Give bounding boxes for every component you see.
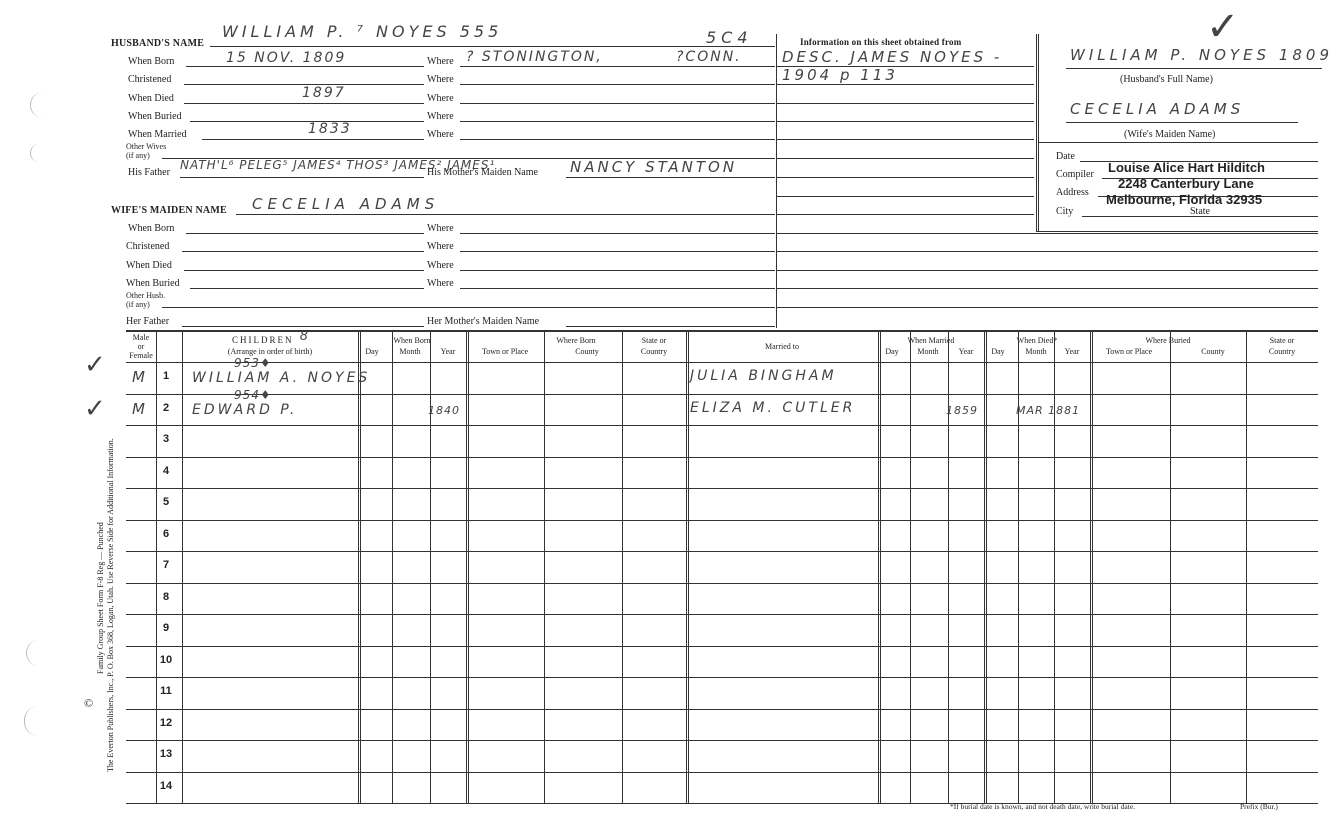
other-husb-label: Other Husb. bbox=[126, 291, 166, 300]
hdr-born-state-2: Country bbox=[640, 347, 668, 356]
child-name: EDWARD P. bbox=[192, 401, 298, 418]
hdr-born-state-1: State or bbox=[641, 336, 667, 345]
summary-city-label: City bbox=[1056, 206, 1074, 217]
husband-married-value: 1833 bbox=[308, 121, 352, 137]
child-num: 11 bbox=[160, 685, 172, 697]
hdr-born-year: Year bbox=[440, 347, 456, 356]
table-row bbox=[126, 772, 1318, 804]
husband-buried-where-label: Where bbox=[427, 111, 454, 122]
wife-name-value: CECELIA ADAMS bbox=[252, 195, 440, 213]
child-died: MAR 1881 bbox=[1016, 403, 1081, 417]
hdr-buried-state-1: State or bbox=[1269, 336, 1295, 345]
summary-address-value: 2248 Canterbury Lane bbox=[1118, 176, 1254, 191]
hdr-sex-1: Male bbox=[132, 333, 150, 342]
child-num: 6 bbox=[162, 527, 170, 540]
hdr-children-count: 8 bbox=[299, 329, 311, 344]
summary-husband-name: WILLIAM P. NOYES 1809 bbox=[1070, 46, 1334, 64]
hdr-married-to: Married to bbox=[765, 342, 799, 351]
husband-born-where-value: ? STONINGTON, bbox=[466, 49, 603, 65]
table-row bbox=[126, 488, 1318, 520]
table-row bbox=[126, 614, 1318, 646]
punch-hole-2 bbox=[30, 144, 47, 162]
check-mark-2: ✓ bbox=[84, 394, 108, 424]
husband-buried-label: When Buried bbox=[128, 111, 182, 122]
summary-wife-caption: (Wife's Maiden Name) bbox=[1124, 129, 1216, 140]
hdr-married-month: Month bbox=[917, 347, 939, 356]
hdr-born-town: Town or Place bbox=[481, 347, 529, 356]
children-table bbox=[126, 330, 1318, 802]
hdr-children-label: CHILDREN bbox=[231, 335, 294, 345]
husband-died-where-label: Where bbox=[427, 93, 454, 104]
child-num: 13 bbox=[159, 748, 173, 760]
summary-state-label: State bbox=[1190, 206, 1210, 217]
child-num: 9 bbox=[162, 622, 170, 634]
child-num: 12 bbox=[159, 716, 173, 729]
child-ref: 954♦ bbox=[234, 387, 272, 402]
child-name: WILLIAM A. NOYES bbox=[192, 370, 371, 386]
table-row bbox=[126, 677, 1318, 709]
wife-mother-label: Her Mother's Maiden Name bbox=[427, 316, 540, 327]
wife-died-where-label: Where bbox=[427, 260, 454, 271]
child-num: 5 bbox=[162, 496, 170, 508]
hdr-buried-county: County bbox=[1201, 347, 1225, 356]
child-num: 7 bbox=[162, 559, 170, 571]
hdr-married-day: Day bbox=[885, 347, 899, 356]
hdr-died-year: Year bbox=[1064, 347, 1080, 356]
child-num: 14 bbox=[159, 779, 173, 792]
child-num: 2 bbox=[162, 401, 170, 414]
child-num: 1 bbox=[162, 370, 170, 382]
hdr-when-married: When Married bbox=[907, 336, 955, 345]
info-source-line1: DESC. JAMES NOYES - bbox=[782, 48, 1003, 66]
child-num: 3 bbox=[162, 433, 170, 445]
husband-born-value: 15 NOV. 1809 bbox=[226, 50, 347, 66]
punch-hole-1 bbox=[30, 92, 47, 118]
husband-married-label: When Married bbox=[128, 129, 187, 140]
table-row bbox=[126, 551, 1318, 583]
wife-name-label: WIFE'S MAIDEN NAME bbox=[111, 205, 227, 216]
other-husb-ifany: (if any) bbox=[126, 300, 150, 309]
summary-compiler-value: Louise Alice Hart Hilditch bbox=[1108, 160, 1265, 175]
hdr-married-year: Year bbox=[958, 347, 974, 356]
hdr-died-month: Month bbox=[1025, 347, 1047, 356]
husband-died-label: When Died bbox=[128, 93, 174, 104]
other-wives-label: Other Wives bbox=[126, 142, 167, 151]
husband-name-value: WILLIAM P. ⁷ NOYES 555 bbox=[222, 22, 503, 41]
other-wives-ifany: (if any) bbox=[126, 151, 150, 160]
hdr-where-born: Where Born bbox=[556, 336, 596, 345]
summary-compiler-label: Compiler bbox=[1056, 169, 1094, 180]
table-row bbox=[126, 740, 1318, 772]
footer-prefix: Prefix (Bur.) bbox=[1240, 802, 1278, 811]
summary-wife-name: CECELIA ADAMS bbox=[1070, 100, 1245, 118]
child-sex: M bbox=[132, 399, 147, 418]
summary-husband-caption: (Husband's Full Name) bbox=[1120, 74, 1213, 85]
hdr-born: When Born bbox=[393, 336, 431, 345]
wife-buried-where-label: Where bbox=[427, 278, 454, 289]
summary-date-label: Date bbox=[1056, 151, 1075, 162]
hdr-where-buried: Where Buried bbox=[1145, 336, 1191, 345]
table-row bbox=[126, 457, 1318, 489]
wife-father-label: Her Father bbox=[126, 316, 170, 327]
hdr-born-county: County bbox=[575, 347, 599, 356]
wife-buried-label: When Buried bbox=[126, 278, 180, 289]
child-num: 10 bbox=[159, 653, 173, 666]
husband-died-value: 1897 bbox=[302, 85, 346, 101]
child-sex: M bbox=[132, 368, 147, 386]
hdr-children bbox=[182, 329, 358, 345]
hdr-buried-town: Town or Place bbox=[1105, 347, 1153, 356]
husband-father-value: NATH'L⁶ PELEG⁵ JAMES⁴ THOS³ JAMES² JAMES¹ bbox=[180, 158, 496, 172]
wife-born-where-label: Where bbox=[427, 223, 454, 234]
hdr-born-month: Month bbox=[399, 347, 421, 356]
husband-father-label: His Father bbox=[128, 167, 170, 178]
hdr-sex-3: Female bbox=[129, 351, 153, 360]
table-row bbox=[126, 646, 1318, 678]
footer-note: *If burial date is known, and not death date, write burial date. bbox=[950, 802, 1135, 811]
hdr-when-died: When Died* bbox=[1016, 336, 1058, 345]
table-row bbox=[126, 425, 1318, 457]
table-row bbox=[126, 583, 1318, 615]
child-spouse: JULIA BINGHAM bbox=[690, 368, 837, 384]
table-row bbox=[126, 709, 1318, 741]
child-num: 4 bbox=[162, 464, 170, 477]
husband-married-where-label: Where bbox=[427, 129, 454, 140]
wife-born-label: When Born bbox=[128, 223, 175, 234]
husband-ref-number: 5C4 bbox=[706, 28, 753, 47]
punch-hole-4 bbox=[24, 706, 41, 736]
child-ref: 953♦ bbox=[234, 356, 272, 370]
wife-christened-label: Christened bbox=[126, 241, 170, 252]
wife-died-label: When Died bbox=[126, 260, 172, 271]
child-m-year: 1859 bbox=[946, 403, 978, 417]
summary-city-value: Melbourne, Florida 32935 bbox=[1106, 192, 1263, 207]
child-born-year: 1840 bbox=[428, 403, 460, 417]
hdr-buried-state-2: Country bbox=[1268, 347, 1296, 356]
husband-christened-label: Christened bbox=[128, 74, 172, 85]
husband-name-label: HUSBAND'S NAME bbox=[111, 38, 205, 49]
wife-christened-where-label: Where bbox=[427, 241, 454, 252]
check-mark-1: ✓ bbox=[84, 350, 108, 380]
side-publisher-text: The Everton Publishers, Inc., P. O. Box 368, Logan, Utah. Use Reverse Side for Additional Information. bbox=[106, 438, 115, 772]
hdr-children-sub: (Arrange in order of birth) bbox=[227, 347, 313, 356]
husband-mother-value: NANCY STANTON bbox=[570, 158, 738, 176]
info-source-line2: 1904 p 113 bbox=[782, 66, 898, 84]
check-mark-top: ✓ bbox=[1206, 4, 1242, 50]
hdr-died-day: Day bbox=[991, 347, 1005, 356]
husband-born-where-state: ?CONN. bbox=[676, 49, 742, 65]
table-row bbox=[126, 356, 1318, 394]
punch-hole-3 bbox=[26, 640, 43, 666]
copyright-mark: © bbox=[84, 696, 94, 710]
summary-address-label: Address bbox=[1056, 187, 1089, 198]
husband-mother-label: His Mother's Maiden Name bbox=[427, 167, 538, 178]
child-num: 8 bbox=[162, 590, 170, 603]
table-row bbox=[126, 520, 1318, 552]
table-row bbox=[126, 387, 1318, 426]
child-spouse: ELIZA M. CUTLER bbox=[690, 399, 856, 416]
husband-born-label: When Born bbox=[128, 56, 175, 67]
side-form-text: Family Group Sheet Form F-8 Reg — Punched bbox=[96, 522, 105, 674]
hdr-sex-2: or bbox=[137, 342, 145, 351]
husband-christened-where-label: Where bbox=[427, 74, 454, 85]
info-source-label: Information on this sheet obtained from bbox=[800, 37, 962, 47]
husband-born-where-label: Where bbox=[427, 56, 454, 67]
hdr-born-day: Day bbox=[365, 347, 379, 356]
